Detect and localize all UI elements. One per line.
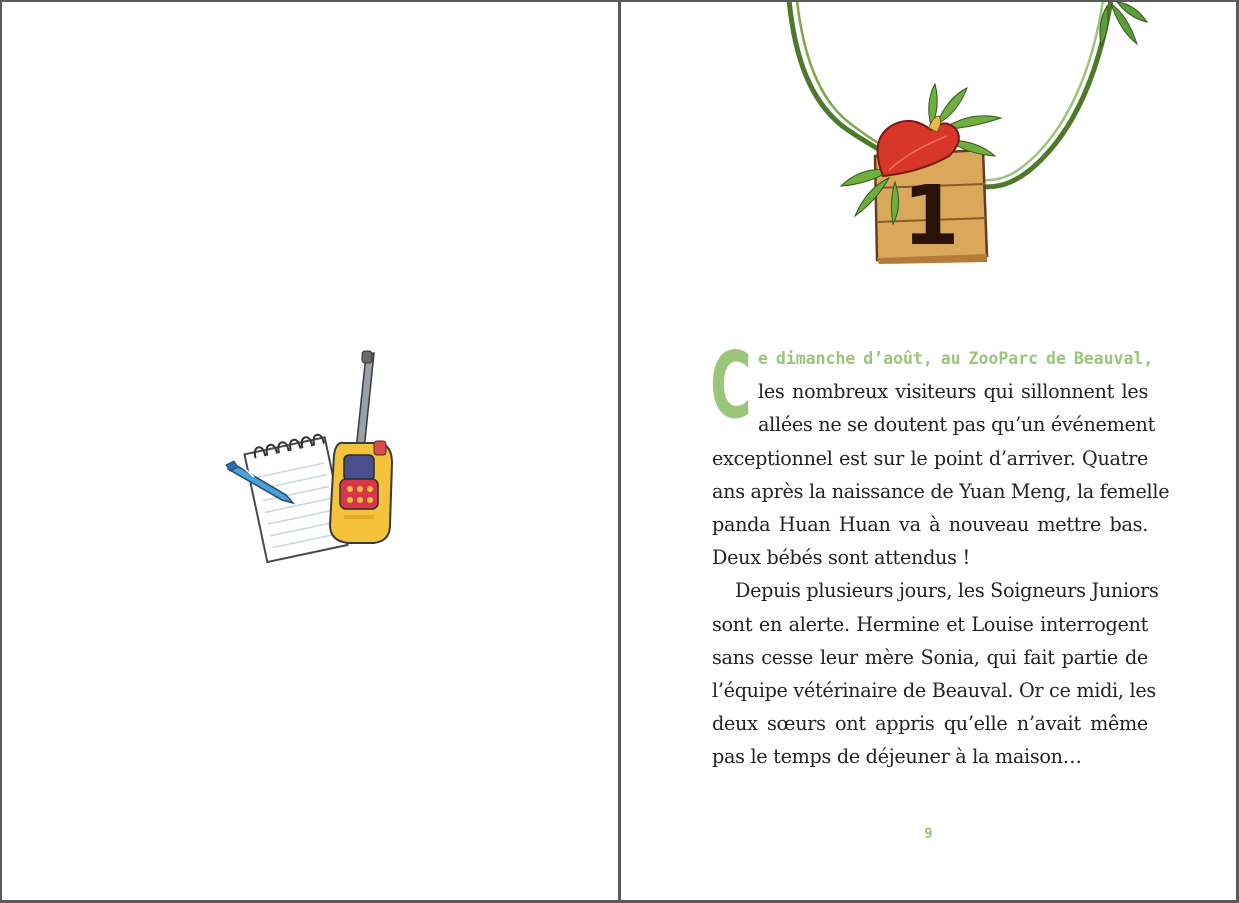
right-page — [621, 2, 1236, 900]
text-line: pas le temps de déjeuner à la maison… — [712, 745, 1082, 769]
text-line: allées ne se doutent pas qu’un événement — [758, 413, 1156, 437]
book-spread — [2, 2, 1236, 900]
text-line: sont en alerte. Hermine et Louise interrogent — [712, 612, 1148, 636]
text-line: panda Huan Huan va à nouveau mettre bas. — [712, 513, 1148, 537]
text-line: Deux bébés sont attendus ! — [712, 546, 970, 570]
notepad-walkie-talkie-illustration — [224, 345, 399, 565]
walkie-talkie-icon — [330, 351, 392, 543]
text-line: exceptionnel est sur le point d’arriver. Quatre — [712, 446, 1148, 470]
leaf-cluster-icon — [1100, 2, 1147, 46]
text-line: ans après la naissance de Yuan Meng, la femelle — [712, 479, 1170, 503]
text-line: l’équipe vétérinaire de Beauval. Or ce midi, les — [712, 679, 1156, 703]
chapter-body-text — [710, 332, 1170, 774]
chapter-sign-illustration — [781, 2, 1151, 270]
text-line: les nombreux visiteurs qui sillonnent les — [758, 380, 1148, 404]
text-line: deux sœurs ont appris qu’elle n’avait même — [712, 712, 1148, 736]
lead-in-line: e dimanche d’août, au ZooParc de Beauval, — [758, 349, 1154, 368]
left-page — [2, 2, 618, 900]
drop-cap: C — [710, 332, 752, 439]
paragraph-1 — [710, 332, 1170, 574]
page-number: 9 — [924, 826, 933, 842]
text-line: sans cesse leur mère Sonia, qui fait partie de — [712, 645, 1148, 669]
text-line: Depuis plusieurs jours, les Soigneurs Juniors — [735, 579, 1159, 603]
chapter-number: 1 — [902, 169, 960, 264]
paragraph-2 — [712, 574, 1159, 773]
